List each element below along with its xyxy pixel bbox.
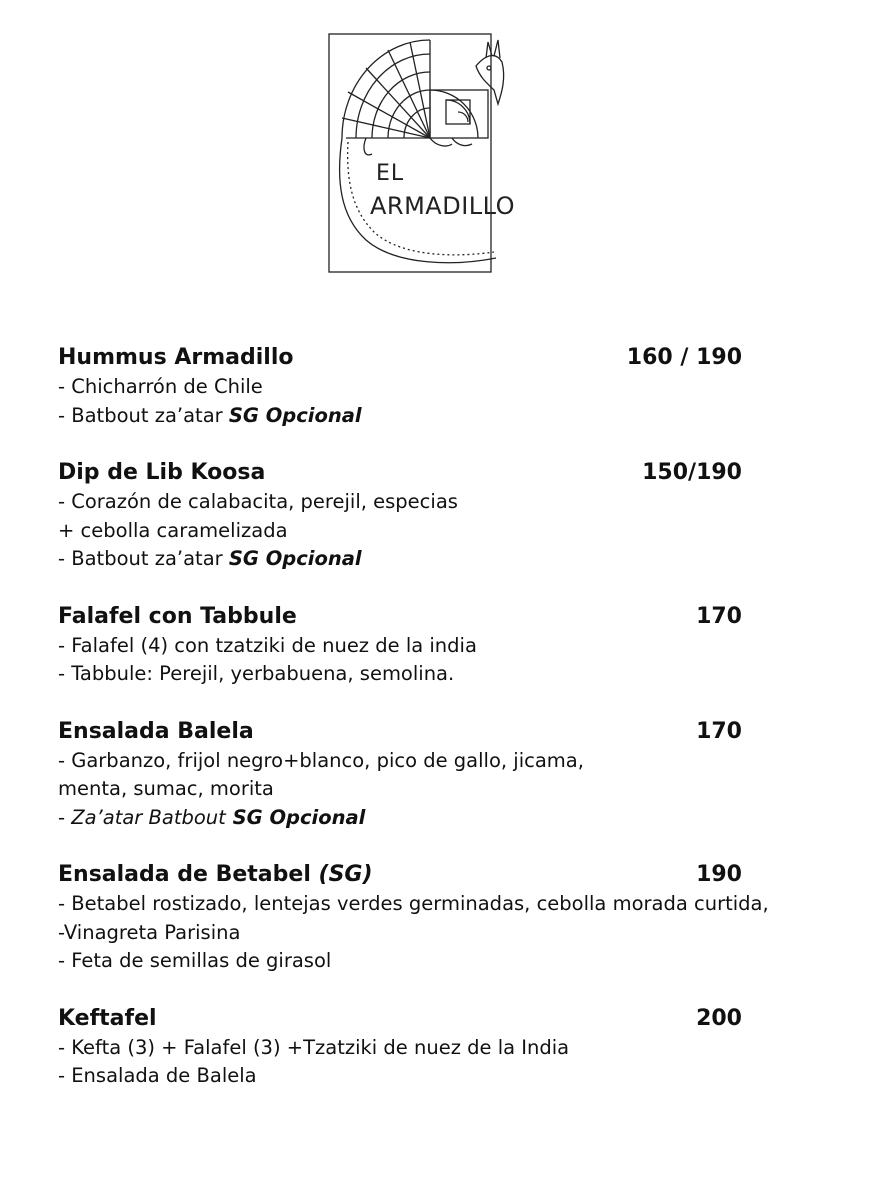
- logo-text-el: EL: [376, 161, 405, 186]
- logo-frame: [329, 34, 491, 272]
- item-price: 190: [696, 862, 742, 887]
- menu-item: [58, 601, 888, 689]
- sg-optional-tag: SG Opcional: [228, 547, 362, 570]
- menu-list: [58, 342, 888, 1118]
- item-price: 150/190: [642, 460, 742, 485]
- item-name: Falafel con Tabbule: [58, 603, 297, 629]
- sg-optional-tag: SG Opcional: [228, 403, 362, 427]
- item-description-line: - Tabbule: Perejil, yerbabuena, semolina.: [58, 662, 455, 685]
- item-description-line: - Betabel rostizado, lentejas verdes germinadas, cebolla morada curtida,: [58, 892, 769, 915]
- item-description-line: - Batbout za’atar SG Opcional: [58, 403, 362, 427]
- item-description-line: + cebolla caramelizada: [58, 518, 288, 542]
- menu-item: [58, 457, 888, 574]
- item-name: Ensalada Balela: [58, 718, 254, 744]
- item-name: Keftafel: [58, 1005, 157, 1031]
- item-description-line: - Garbanzo, frijol negro+blanco, pico de gallo, jicama,: [58, 748, 584, 772]
- item-name: Hummus Armadillo: [58, 345, 294, 370]
- item-description-line: - Batbout za’atar SG Opcional: [58, 547, 362, 570]
- item-price: 170: [696, 603, 742, 629]
- sg-optional-tag: SG Opcional: [225, 805, 366, 829]
- menu-item: [58, 859, 888, 976]
- item-name: Dip de Lib Koosa: [58, 460, 266, 485]
- menu-item: [58, 716, 888, 833]
- item-description-line: - Kefta (3) + Falafel (3) +Tzatziki de nuez de la India: [58, 1035, 570, 1059]
- item-description-line: -Vinagreta Parisina: [58, 920, 241, 944]
- item-description-line: - Falafel (4) con tzatziki de nuez de la india: [58, 633, 477, 657]
- armadillo-logo: [326, 30, 518, 276]
- item-description-line: - Za’atar Batbout SG Opcional: [58, 805, 366, 829]
- item-description-line: - Chicharrón de Chile: [58, 375, 263, 398]
- item-description-line: - Ensalada de Balela: [58, 1064, 257, 1087]
- logo-text-armadillo: ARMADILLO: [370, 192, 516, 220]
- item-price: 200: [696, 1005, 742, 1031]
- menu-item: [58, 1003, 888, 1091]
- item-description-line: menta, sumac, morita: [58, 777, 274, 800]
- item-description-line: - Feta de semillas de girasol: [58, 949, 332, 972]
- item-description-line: - Corazón de calabacita, perejil, especias: [58, 490, 458, 513]
- italic-text: Za’atar Batbout: [71, 805, 226, 829]
- sg-label: (SG): [318, 862, 373, 887]
- item-price: 170: [696, 718, 742, 744]
- menu-item: [58, 342, 888, 430]
- item-price: 160 / 190: [626, 345, 742, 370]
- item-name: Ensalada de Betabel (SG): [58, 862, 373, 887]
